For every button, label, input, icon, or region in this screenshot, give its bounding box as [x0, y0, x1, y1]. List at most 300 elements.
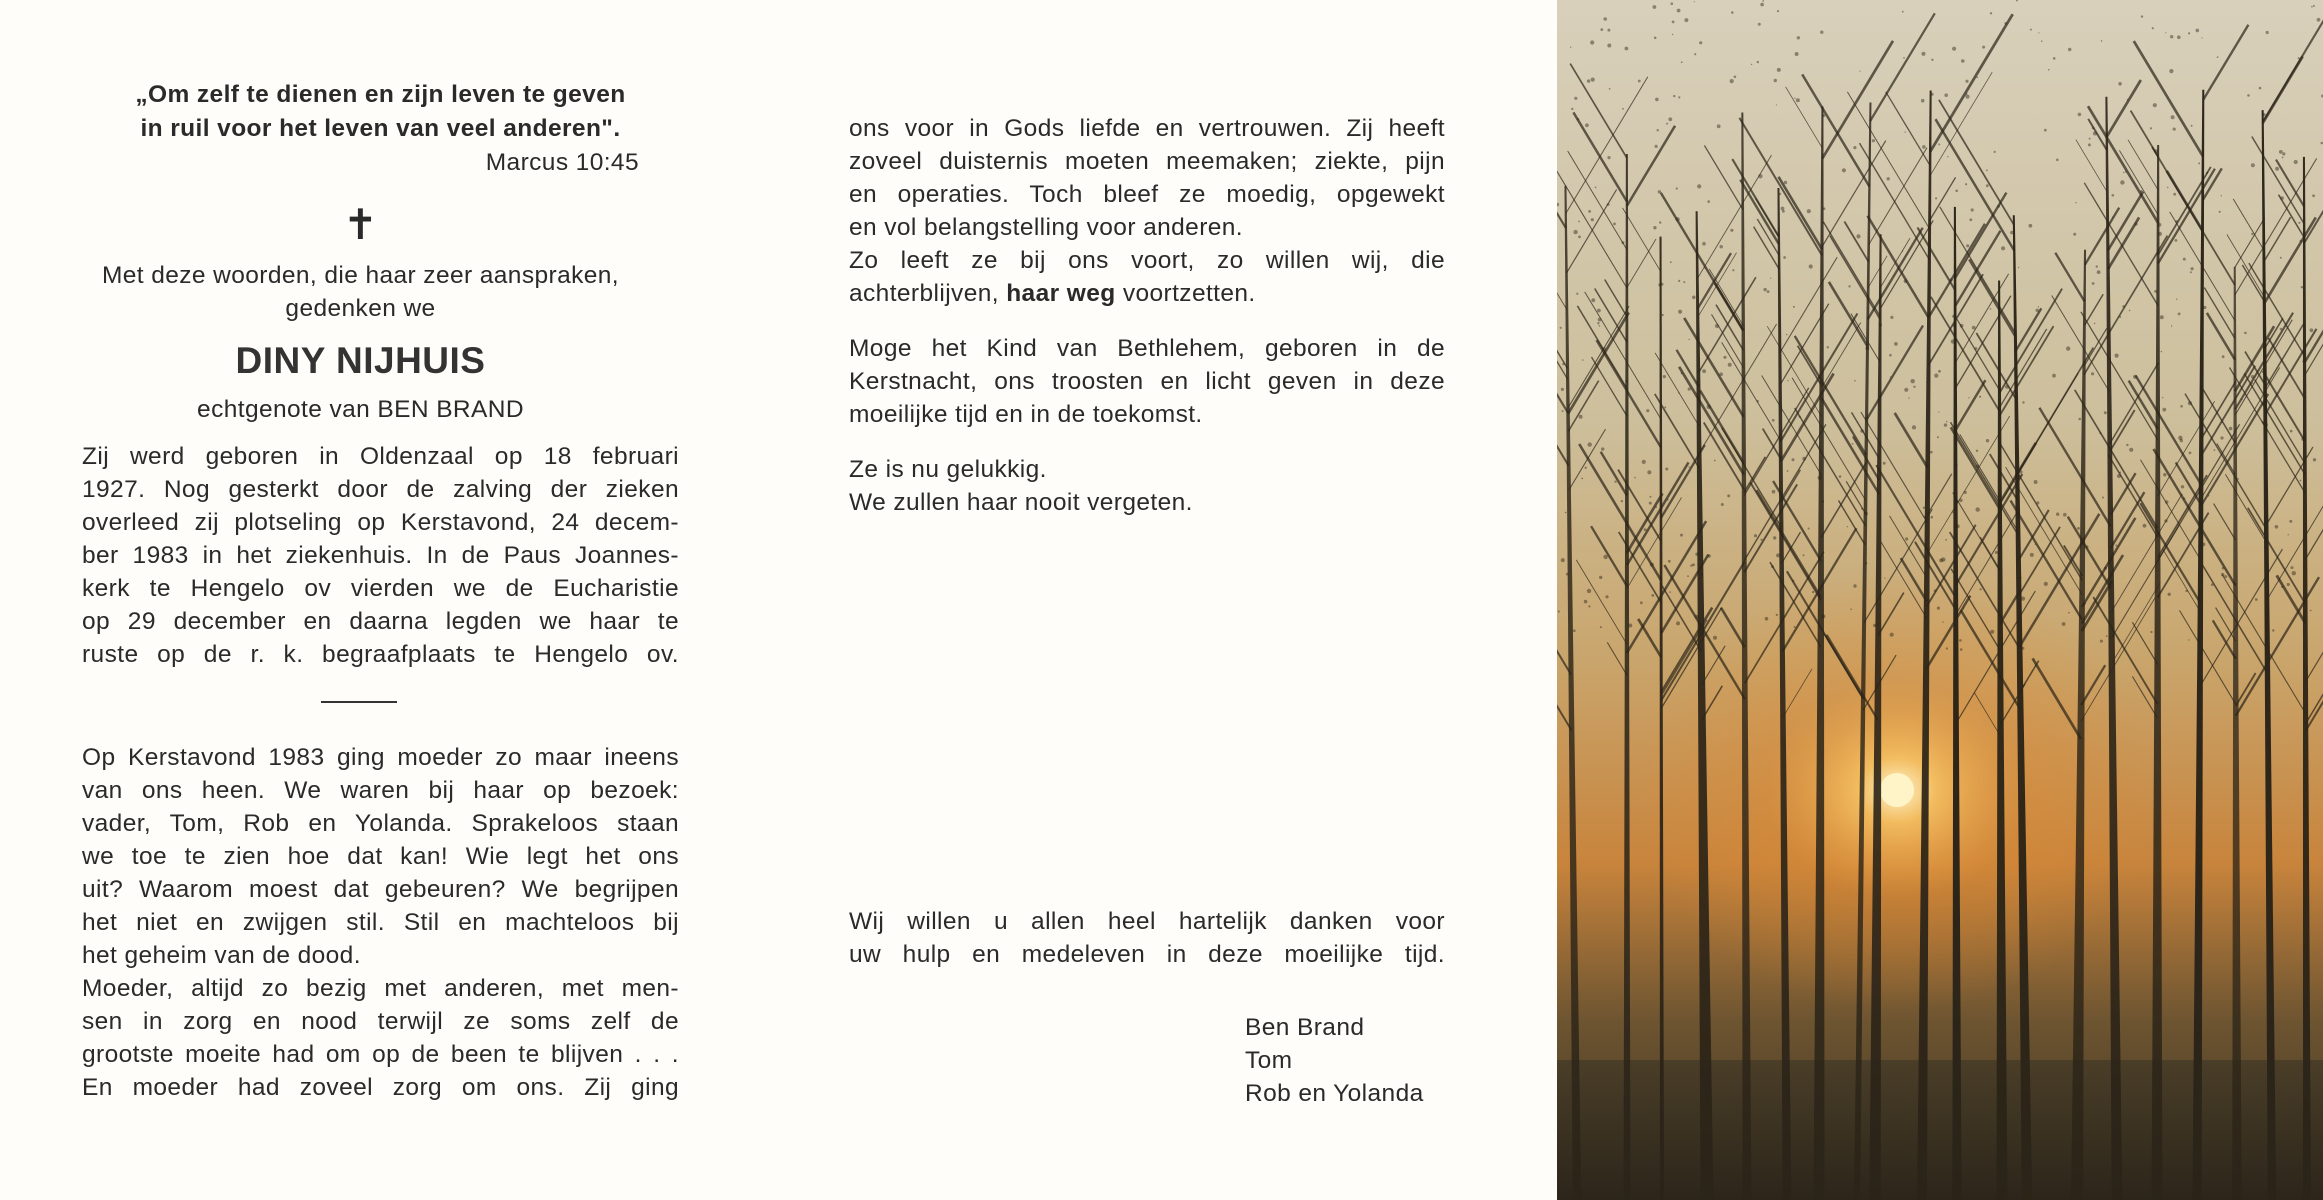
foliage-speck: [2096, 265, 2098, 267]
foliage-speck: [1823, 207, 1826, 210]
foliage-speck: [1677, 9, 1681, 13]
foliage-speck: [2162, 408, 2166, 412]
story-line: we toe te zien hoe dat kan! Wie legt het ons: [82, 843, 679, 870]
foliage-speck: [1760, 3, 1764, 7]
signer-name: Tom: [1245, 1047, 1293, 1074]
foliage-speck: [1772, 419, 1775, 422]
foliage-speck: [1634, 477, 1636, 479]
continuation-line: zoveel duisternis moeten meemaken; ziekte, pijn: [849, 148, 1445, 175]
foliage-speck: [2163, 473, 2166, 476]
foliage-speck: [2152, 27, 2154, 29]
foliage-speck: [2115, 545, 2117, 547]
foliage-speck: [1678, 96, 1680, 98]
foliage-speck: [1694, 1, 1695, 2]
foliage-speck: [2123, 172, 2124, 173]
foliage-speck: [1613, 223, 1616, 226]
legacy-text-start: achterblijven,: [849, 280, 999, 307]
foliage-speck: [2020, 577, 2022, 579]
foliage-speck: [1672, 21, 1675, 24]
foliage-speck: [1946, 421, 1948, 423]
foliage-speck: [1621, 241, 1624, 244]
foliage-speck: [1853, 584, 1856, 587]
foliage-speck: [2092, 127, 2095, 130]
foliage-speck: [2019, 470, 2023, 474]
foliage-speck: [1578, 221, 1580, 223]
foliage-speck: [1692, 563, 1695, 566]
foliage-speck: [2221, 573, 2224, 576]
foliage-speck: [2056, 513, 2059, 516]
foliage-speck: [2048, 69, 2050, 71]
foliage-speck: [1588, 442, 1592, 446]
foliage-speck: [1653, 226, 1656, 229]
foliage-speck: [1865, 562, 1867, 564]
foliage-speck: [1982, 46, 1985, 49]
foliage-speck: [1665, 468, 1668, 471]
foliage-speck: [2289, 520, 2292, 523]
foliage-speck: [1853, 146, 1856, 149]
foliage-speck: [1986, 439, 1989, 442]
foliage-speck: [1571, 108, 1573, 110]
foliage-speck: [1997, 205, 2000, 208]
foliage-speck: [1591, 218, 1594, 221]
foliage-speck: [1952, 47, 1956, 51]
foliage-speck: [2108, 267, 2110, 269]
foliage-speck: [1607, 44, 1611, 48]
foliage-speck: [2202, 37, 2203, 38]
foliage-speck: [1625, 47, 1629, 51]
foliage-speck: [1584, 600, 1588, 604]
foliage-speck: [2088, 143, 2091, 146]
foliage-speck: [2272, 629, 2274, 631]
foliage-speck: [1937, 607, 1940, 610]
christmas-line: Kerstnacht, ons troosten en licht geven in deze: [849, 368, 1445, 395]
foliage-speck: [1924, 516, 1926, 518]
foliage-speck: [2300, 240, 2302, 242]
foliage-speck: [1714, 460, 1716, 462]
foliage-speck: [1960, 648, 1963, 651]
foliage-speck: [1565, 512, 1567, 514]
thanks-line: uw hulp en medeleven in deze moeilijke tijd.: [849, 941, 1445, 968]
foliage-speck: [1581, 478, 1583, 480]
foliage-speck: [1809, 264, 1813, 268]
foliage-speck: [2141, 15, 2143, 17]
foliage-speck: [1699, 577, 1701, 579]
foliage-speck: [1663, 375, 1666, 378]
foliage-speck: [2189, 452, 2192, 455]
foliage-speck: [1776, 104, 1777, 105]
foliage-speck: [1707, 554, 1710, 557]
foliage-speck: [2073, 233, 2076, 236]
foliage-speck: [1938, 411, 1939, 412]
bio-line: op 29 december en daarna legden we haar te: [82, 608, 679, 635]
foliage-speck: [1621, 500, 1623, 502]
foliage-speck: [1655, 145, 1658, 148]
foliage-speck: [1781, 207, 1785, 211]
foliage-speck: [1579, 415, 1583, 419]
foliage-speck: [1699, 41, 1702, 44]
foliage-speck: [1659, 221, 1661, 223]
foliage-speck: [2300, 480, 2302, 482]
quote-reference: Marcus 10:45: [485, 149, 639, 176]
foliage-speck: [1688, 388, 1691, 391]
foliage-speck: [2190, 271, 2192, 273]
foliage-speck: [2094, 323, 2096, 325]
thanks-line: Wij willen u allen heel hartelijk danken voor: [849, 908, 1445, 935]
foliage-speck: [1771, 565, 1774, 568]
foliage-speck: [1582, 359, 1584, 361]
foliage-speck: [1922, 145, 1926, 149]
foliage-speck: [2085, 545, 2088, 548]
foliage-speck: [1969, 218, 1972, 221]
foliage-speck: [2129, 310, 2131, 312]
foliage-speck: [2153, 103, 2157, 107]
foliage-speck: [1670, 261, 1672, 263]
foliage-speck: [1865, 346, 1869, 350]
signer-name: Rob en Yolanda: [1245, 1080, 1424, 1107]
foliage-speck: [1803, 554, 1805, 556]
foliage-speck: [1947, 156, 1948, 157]
foliage-speck: [2115, 354, 2119, 358]
foliage-speck: [2066, 346, 2070, 350]
christmas-line: moeilijke tijd en in de toekomst.: [849, 401, 1203, 428]
foliage-speck: [1728, 363, 1732, 367]
foliage-speck: [1702, 242, 1706, 246]
foliage-speck: [1990, 308, 1992, 310]
foliage-speck: [2301, 437, 2305, 441]
foliage-speck: [1921, 99, 1925, 103]
foliage-speck: [2175, 220, 2178, 223]
foliage-speck: [1926, 381, 1928, 383]
foliage-speck: [1599, 576, 1602, 579]
foliage-speck: [1573, 230, 1577, 234]
foliage-speck: [1944, 423, 1947, 426]
foliage-speck: [2180, 439, 2183, 442]
foliage-speck: [1822, 500, 1825, 503]
foliage-speck: [2298, 57, 2300, 59]
foliage-speck: [1702, 369, 1706, 373]
foliage-speck: [2188, 401, 2192, 405]
foliage-speck: [1859, 71, 1860, 72]
foliage-speck: [1930, 93, 1933, 96]
christmas-paragraph: [849, 332, 1445, 431]
foliage-speck: [2169, 69, 2173, 73]
foliage-speck: [1732, 269, 1734, 271]
foliage-speck: [2161, 351, 2163, 353]
thanks-paragraph: [849, 905, 1445, 971]
foliage-speck: [1974, 347, 1977, 350]
foliage-speck: [1784, 181, 1787, 184]
foliage-speck: [2252, 383, 2253, 384]
foliage-speck: [1965, 95, 1969, 99]
foliage-speck: [1861, 508, 1863, 510]
foliage-speck: [2211, 583, 2214, 586]
foliage-speck: [2001, 246, 2005, 250]
foliage-speck: [2312, 194, 2315, 197]
foliage-speck: [1777, 10, 1779, 12]
foliage-speck: [2162, 397, 2163, 398]
foliage-speck: [1944, 93, 1948, 97]
foliage-speck: [2220, 436, 2223, 439]
foliage-speck: [1660, 283, 1663, 286]
foliage-speck: [1959, 499, 1963, 503]
closing-line: We zullen haar nooit vergeten.: [849, 489, 1193, 516]
foliage-speck: [1961, 59, 1965, 63]
foliage-speck: [1952, 315, 1955, 318]
foliage-speck: [1640, 601, 1643, 604]
foliage-speck: [2036, 501, 2039, 504]
foliage-speck: [1842, 168, 1846, 172]
biography-paragraph: [82, 440, 679, 671]
foliage-speck: [1717, 124, 1721, 128]
foliage-speck: [1605, 595, 1608, 598]
foliage-speck: [1976, 507, 1980, 511]
foliage-speck: [2102, 497, 2104, 499]
foliage-speck: [2165, 32, 2166, 33]
foliage-speck: [1794, 98, 1795, 99]
foliage-speck: [2310, 610, 2312, 612]
foliage-speck: [1730, 79, 1734, 83]
foliage-speck: [2167, 187, 2169, 189]
middle-column: [849, 112, 1445, 519]
foliage-speck: [1562, 363, 1564, 365]
foliage-speck: [1655, 98, 1659, 102]
foliage-speck: [2288, 534, 2289, 535]
foliage-speck: [1931, 59, 1933, 61]
foliage-speck: [1902, 251, 1903, 252]
foliage-speck: [1763, 288, 1766, 291]
foliage-speck: [1946, 647, 1948, 649]
foliage-speck: [2125, 171, 2127, 173]
foliage-speck: [2104, 567, 2107, 570]
signer-name: Ben Brand: [1245, 1014, 1365, 1041]
legacy-line: [849, 277, 1445, 310]
foliage-speck: [1923, 507, 1925, 509]
foliage-speck: [2120, 180, 2124, 184]
foliage-speck: [2188, 639, 2189, 640]
foliage-speck: [2185, 590, 2187, 592]
foliage-speck: [1694, 53, 1696, 55]
foliage-speck: [2294, 160, 2298, 164]
foliage-speck: [2038, 306, 2039, 307]
foliage-speck: [1678, 280, 1680, 282]
signers-list: [1245, 1011, 1424, 1110]
foliage-speck: [1666, 123, 1668, 125]
foliage-speck: [2099, 432, 2101, 434]
foliage-speck: [1934, 589, 1937, 592]
foliage-speck: [1650, 563, 1654, 567]
foliage-speck: [1684, 18, 1688, 22]
foliage-speck: [1890, 633, 1894, 637]
foliage-speck: [1952, 511, 1954, 513]
foliage-speck: [2279, 150, 2283, 154]
foliage-speck: [1968, 397, 1969, 398]
foliage-speck: [2171, 325, 2172, 326]
foliage-speck: [1873, 624, 1876, 627]
foliage-speck: [2262, 113, 2265, 116]
foliage-speck: [2180, 405, 2183, 408]
foliage-speck: [1961, 552, 1962, 553]
foliage-speck: [2101, 40, 2103, 42]
foliage-speck: [1770, 278, 1771, 279]
foliage-speck: [1614, 481, 1616, 483]
foliage-speck: [1965, 183, 1967, 185]
photo-canvas: [1557, 0, 2323, 1200]
foliage-speck: [1930, 451, 1933, 454]
foliage-speck: [1951, 339, 1955, 343]
story-line: sen in zorg en nood terwijl ze soms zelf de: [82, 1008, 679, 1035]
foliage-speck: [1591, 78, 1595, 82]
story-line: Op Kerstavond 1983 ging moeder zo maar ineens: [82, 744, 679, 771]
foliage-speck: [1787, 470, 1789, 472]
foliage-speck: [1649, 502, 1652, 505]
foliage-speck: [1772, 490, 1776, 494]
quote-line: „Om zelf te dienen en zijn leven te geven: [135, 81, 626, 108]
foliage-speck: [1827, 346, 1829, 348]
foliage-speck: [2290, 430, 2293, 433]
christmas-line: Moge het Kind van Bethlehem, geboren in de: [849, 335, 1445, 362]
foliage-speck: [1570, 47, 1571, 48]
foliage-speck: [1644, 528, 1647, 531]
foliage-speck: [1681, 372, 1683, 374]
foliage-speck: [2198, 162, 2200, 164]
foliage-speck: [1955, 500, 1958, 503]
foliage-speck: [1751, 64, 1752, 65]
foliage-speck: [1904, 388, 1908, 392]
foliage-speck: [1820, 31, 1823, 34]
foliage-speck: [1995, 551, 1998, 554]
foliage-speck: [2301, 286, 2303, 288]
foliage-speck: [2106, 277, 2108, 279]
foliage-speck: [2062, 622, 2066, 626]
foliage-speck: [1574, 97, 1577, 100]
foliage-speck: [1931, 516, 1934, 519]
foliage-speck: [1767, 290, 1770, 293]
foliage-speck: [1704, 268, 1705, 269]
foliage-speck: [1642, 460, 1646, 464]
foliage-speck: [1822, 114, 1825, 117]
foliage-speck: [2044, 129, 2047, 132]
foliage-speck: [1848, 285, 1850, 287]
foliage-speck: [2287, 583, 2290, 586]
foliage-speck: [2119, 472, 2121, 474]
foliage-speck: [1793, 306, 1795, 308]
foliage-speck: [1672, 34, 1673, 35]
foliage-speck: [1731, 11, 1734, 14]
foliage-speck: [1911, 379, 1915, 383]
foliage-speck: [1658, 190, 1661, 193]
foliage-speck: [1913, 386, 1915, 388]
foliage-speck: [1638, 80, 1641, 83]
foliage-speck: [1673, 95, 1675, 97]
foliage-speck: [2112, 216, 2113, 217]
foliage-speck: [2078, 113, 2082, 117]
story-line: vader, Tom, Rob en Yolanda. Sprakeloos staan: [82, 810, 679, 837]
foliage-speck: [2143, 524, 2147, 528]
foliage-speck: [1646, 409, 1649, 412]
foliage-speck: [2280, 196, 2284, 200]
continuation-paragraph: [849, 112, 1445, 310]
foliage-speck: [1598, 318, 1602, 322]
foliage-speck: [1628, 624, 1632, 628]
foliage-speck: [1585, 123, 1589, 127]
foliage-speck: [1921, 52, 1925, 56]
foliage-speck: [1786, 334, 1788, 336]
foliage-speck: [2156, 570, 2157, 571]
foliage-speck: [1792, 458, 1795, 461]
foliage-speck: [1782, 210, 1785, 213]
foliage-speck: [1758, 23, 1761, 26]
foliage-speck: [1980, 588, 1982, 590]
foliage-speck: [1599, 325, 1601, 327]
foliage-speck: [2063, 513, 2067, 517]
trees-at-sunset-photo: [1557, 0, 2323, 1200]
foliage-speck: [2005, 385, 2009, 389]
foliage-speck: [2134, 223, 2137, 226]
foliage-speck: [1668, 117, 1672, 121]
continuation-line: en vol belangstelling voor anderen.: [849, 214, 1244, 241]
story-line: het niet en zwijgen stil. Stil en machteloos bij: [82, 909, 679, 936]
foliage-speck: [1676, 187, 1678, 189]
foliage-speck: [1607, 203, 1610, 206]
foliage-speck: [1935, 197, 1937, 199]
foliage-speck: [2280, 257, 2282, 259]
foliage-speck: [1860, 429, 1864, 433]
foliage-speck: [1774, 79, 1777, 82]
bio-line: 1927. Nog gesterkt door de zalving der zieken: [82, 476, 679, 503]
sun: [1880, 773, 1914, 807]
foliage-speck: [1573, 629, 1576, 632]
foliage-speck: [1668, 560, 1671, 563]
foliage-speck: [1560, 327, 1562, 329]
foliage-speck: [2056, 159, 2059, 162]
foliage-speck: [2126, 444, 2128, 446]
foliage-speck: [2206, 172, 2208, 174]
foliage-speck: [2010, 231, 2014, 235]
foliage-speck: [1780, 522, 1783, 525]
foliage-speck: [2158, 232, 2162, 236]
foliage-speck: [1912, 425, 1916, 429]
foliage-speck: [2203, 306, 2206, 309]
foliage-speck: [2183, 258, 2186, 261]
cross-icon: ✝: [342, 201, 379, 248]
foliage-speck: [1680, 534, 1683, 537]
foliage-speck: [1945, 539, 1947, 541]
foliage-speck: [2097, 270, 2101, 274]
bio-line: kerk te Hengelo ov vierden we de Eucharistie: [82, 575, 679, 602]
foliage-speck: [2170, 35, 2173, 38]
foliage-speck: [1681, 61, 1683, 63]
foliage-speck: [1609, 88, 1611, 90]
foliage-speck: [2173, 193, 2176, 196]
foliage-speck: [1577, 118, 1579, 120]
foliage-speck: [1972, 326, 1976, 330]
foliage-speck: [1799, 416, 1801, 418]
foliage-speck: [2173, 128, 2176, 131]
foliage-speck: [1986, 169, 1988, 171]
foliage-speck: [1856, 234, 1860, 238]
foliage-speck: [1601, 447, 1604, 450]
foliage-speck: [2150, 631, 2152, 633]
bible-quote: [82, 78, 679, 146]
foliage-speck: [2154, 149, 2158, 153]
foliage-speck: [2221, 195, 2222, 196]
foliage-speck: [1965, 80, 1968, 83]
foliage-speck: [2154, 290, 2157, 293]
foliage-speck: [2178, 313, 2181, 316]
foliage-speck: [2160, 315, 2164, 319]
foliage-speck: [2083, 603, 2085, 605]
foliage-speck: [1776, 614, 1778, 616]
